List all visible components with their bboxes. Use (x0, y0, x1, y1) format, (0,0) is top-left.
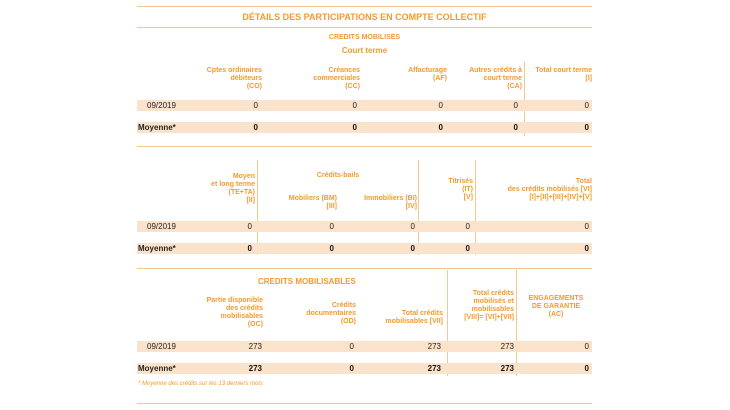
row-label: 09/2019 (147, 342, 176, 351)
cell: 0 (352, 101, 357, 110)
header-immobiliers: Immobiliers (BI) [IV] (364, 195, 417, 210)
cell: 273 (248, 364, 262, 373)
header-od: Crédits documentaires (OD) (306, 302, 356, 325)
cell: 0 (253, 101, 258, 110)
cell: 273 (500, 364, 514, 373)
title-rule (137, 27, 592, 28)
cell: 0 (410, 222, 415, 231)
header-af: Affacturage (AF) (408, 67, 447, 82)
cell: 0 (352, 123, 357, 132)
row-label: Moyenne* (138, 364, 176, 373)
table2-divider (418, 160, 419, 255)
cell: 273 (500, 342, 514, 351)
cell: 0 (438, 101, 443, 110)
header-total-ct: Total court terme [I] (535, 67, 592, 82)
cell: 0 (584, 342, 589, 351)
row-label: 09/2019 (147, 222, 176, 231)
section-rule (137, 146, 592, 147)
cell: 0 (513, 123, 518, 132)
header-ca: Autres crédits à court terme (CA) (469, 67, 522, 90)
header-engagements: ENGAGEMENTS DE GARANTIE (AC) (528, 295, 584, 318)
cell: 0 (329, 222, 334, 231)
header-total-mobilises-mobilisables: Total crédits mobilisés et mobilisables [VIII]= [VI]+[VII] (464, 290, 514, 321)
header-oc: Partie disponible des crédits mobilisables (OC) (206, 297, 263, 328)
table-row (137, 363, 592, 374)
header-total-mobilises: Total des crédits mobilisés [VI] [I]+[II]+[III]+[IV]+[V] (507, 178, 592, 201)
table3-title: CREDITS MOBILISABLES (258, 277, 356, 286)
cell: 0 (584, 123, 589, 132)
cell: 0 (584, 101, 589, 110)
table2-divider (475, 160, 476, 255)
cell: 0 (349, 364, 354, 373)
row-label: Moyenne* (138, 244, 176, 253)
row-label: Moyenne* (138, 123, 176, 132)
cell: 0 (465, 222, 470, 231)
cell: 0 (584, 364, 589, 373)
header-mobiliers: Mobiliers (BM) [III] (288, 195, 337, 210)
cell: 0 (247, 222, 252, 231)
cell: 0 (584, 222, 589, 231)
header-cc: Créances commerciales (CC) (313, 67, 360, 90)
cell: 0 (247, 244, 252, 253)
bottom-rule (137, 403, 592, 404)
header-credit-bails: Crédits-bails (316, 172, 360, 179)
cell: 0 (253, 123, 258, 132)
footnote: * Moyenne des crédits sur les 13 derniers mois (138, 381, 263, 387)
header-co: Cptes ordinaires débiteurs (CO) (206, 67, 262, 90)
table-row (137, 221, 592, 232)
table-row (137, 243, 592, 254)
top-rule (137, 6, 592, 7)
cell: 0 (513, 101, 518, 110)
table-row (137, 100, 592, 111)
page-title: DÉTAILS DES PARTICIPATIONS EN COMPTE COLLECTIF (242, 12, 487, 22)
header-titrises: Titrisés (IT) [V] (448, 178, 473, 201)
cell: 273 (427, 342, 441, 351)
header-moyen-long-terme: Moyen et long terme (TE+TA) [II] (211, 173, 255, 204)
row-label: 09/2019 (147, 101, 176, 110)
table3-divider (516, 270, 517, 376)
cell: 0 (410, 244, 415, 253)
table3-divider (447, 270, 448, 376)
header-total-mobilisables: Total crédits mobilisables [VII] (385, 310, 443, 325)
table1-title: CREDITS MOBILISES (328, 34, 401, 41)
cell: 0 (584, 244, 589, 253)
cell: 0 (438, 123, 443, 132)
cell: 273 (248, 342, 262, 351)
section-rule (137, 268, 592, 269)
cell: 273 (427, 364, 441, 373)
table1-subtitle: Court terme (341, 46, 388, 55)
table-row (137, 122, 592, 133)
cell: 0 (465, 244, 470, 253)
cell: 0 (349, 342, 354, 351)
cell: 0 (329, 244, 334, 253)
table-row (137, 341, 592, 352)
